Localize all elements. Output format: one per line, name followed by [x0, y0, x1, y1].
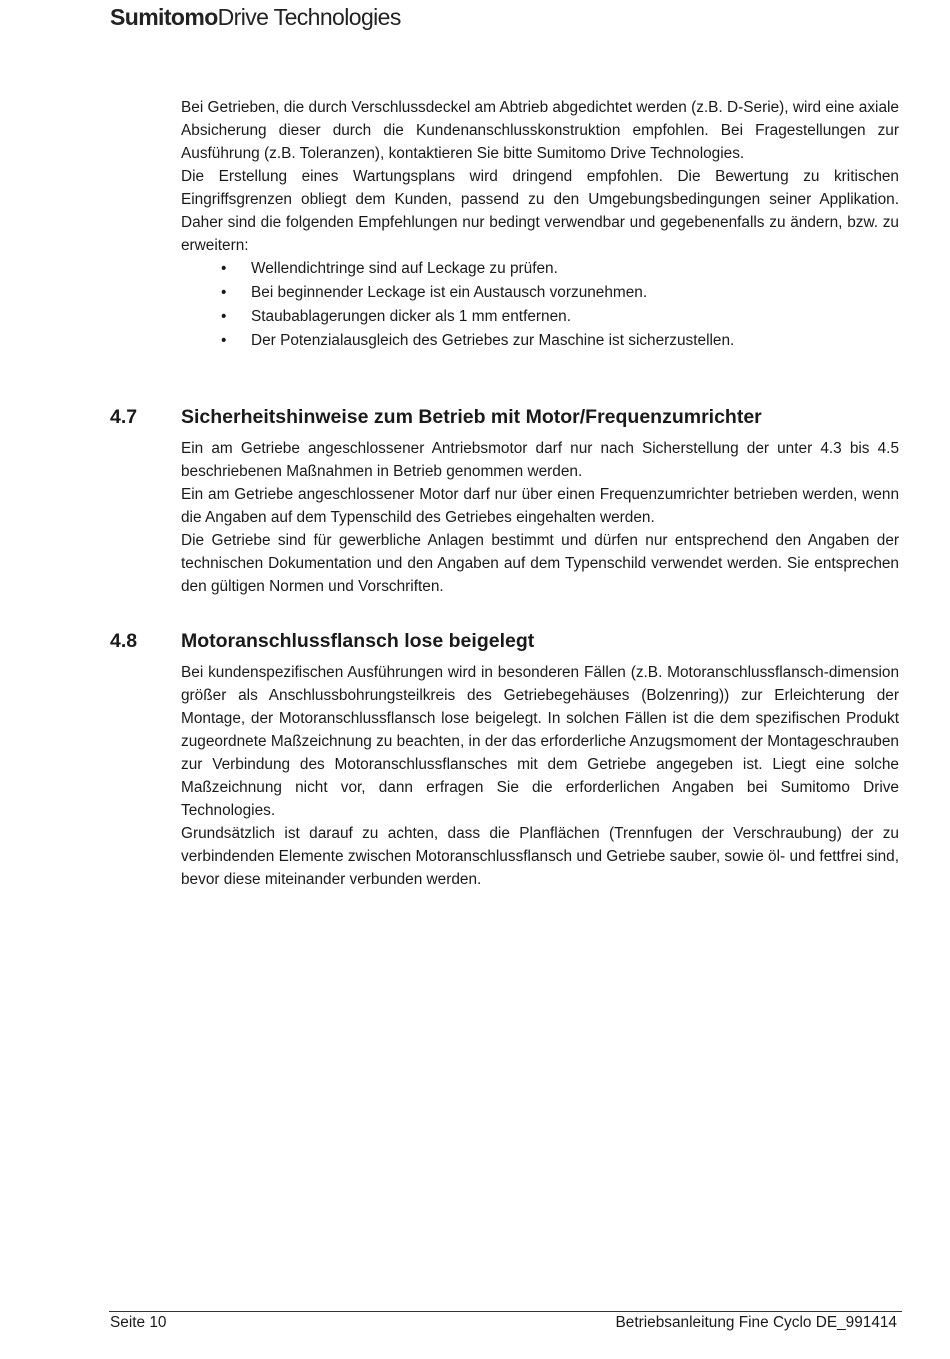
- company-logo: [110, 4, 401, 31]
- list-item: [181, 305, 899, 329]
- logo-rest-text: Drive Technologies: [217, 4, 401, 30]
- list-item-text: Der Potenzialausgleich des Getriebes zur Maschine ist sicherzustellen.: [251, 332, 735, 349]
- list-item: [181, 257, 899, 281]
- section-paragraph: Ein am Getriebe angeschlossener Antriebsmotor darf nur nach Sicherstellung der unter 4.3 bis 4.5 beschriebenen Maßnahmen in Betrieb genommen werden.: [181, 440, 899, 480]
- section-title: Sicherheitshinweise zum Betrieb mit Motor/Frequenzumrichter: [181, 406, 762, 428]
- section-number: 4.8: [110, 630, 138, 652]
- list-item-text: Staubablagerungen dicker als 1 mm entfernen.: [251, 308, 571, 325]
- intro-text-block: [181, 96, 899, 353]
- list-item: [181, 329, 899, 353]
- section-title: Motoranschlussflansch lose beigelegt: [181, 630, 535, 652]
- section-paragraph: Bei kundenspezifischen Ausführungen wird in besonderen Fällen (z.B. Motoranschlussflansch-dimension größer als Anschlussbohrungsteilkreis des Getriebegehäuses (Bolzenring)) zur Erleichterung der Montage, der Motoranschlussflansch lose beigelegt. In solchen Fällen ist die dem spezifischen Produkt zugeordnete Maßzeichnung zu beachten, in der das erforderliche Anzugsmoment der Montageschrauben zur Verbindung des Motoranschlussflansches mit dem Getriebe angegeben ist. Liegt eine solche Maßzeichnung nicht vor, dann erfragen Sie die erforderlichen Angaben bei Sumitomo Drive Technologies.: [181, 664, 899, 819]
- intro-paragraph: Die Erstellung eines Wartungsplans wird dringend empfohlen. Die Bewertung zu kritischen Eingriffsgrenzen obliegt dem Kunden, passend zu den Umgebungsbedingungen seiner Applikation. Daher sind die folgenden Empfehlungen nur bedingt verwendbar und gegebenenfalls zu ändern, bzw. zu erweitern:: [181, 168, 899, 254]
- footer-divider: [109, 1311, 902, 1312]
- section-paragraph: Ein am Getriebe angeschlossener Motor darf nur über einen Frequenzumrichter betrieben werden, wenn die Angaben auf dem Typenschild des Getriebes eingehalten werden.: [181, 486, 899, 526]
- page-number: Seite 10: [110, 1314, 167, 1331]
- intro-paragraph: Bei Getrieben, die durch Verschlussdeckel am Abtrieb abgedichtet werden (z.B. D-Serie), wird eine axiale Absicherung dieser durch die Kundenanschlusskonstruktion empfohlen. Bei Fragestellungen zur Ausführung (z.B. Toleranzen), kontaktieren Sie bitte Sumitomo Drive Technologies.: [181, 99, 899, 162]
- section-body: [181, 437, 899, 598]
- list-item: [181, 281, 899, 305]
- bullet-icon: •: [221, 332, 227, 349]
- document-id: Betriebsanleitung Fine Cyclo DE_991414: [615, 1314, 897, 1331]
- list-item-text: Bei beginnender Leckage ist ein Austausch vorzunehmen.: [251, 284, 648, 301]
- logo-brand-text: Sumitomo: [110, 4, 218, 30]
- section-4-8: [110, 628, 899, 891]
- section-number: 4.7: [110, 406, 138, 428]
- maintenance-list: [181, 257, 899, 353]
- bullet-icon: •: [221, 284, 227, 301]
- section-body: [181, 661, 899, 891]
- section-heading: [110, 628, 899, 654]
- bullet-icon: •: [221, 308, 227, 325]
- section-4-7: [110, 404, 899, 598]
- bullet-icon: •: [221, 260, 227, 277]
- section-heading: [110, 404, 899, 430]
- section-paragraph: Grundsätzlich ist darauf zu achten, dass die Planflächen (Trennfugen der Verschraubung) der zu verbindenden Elemente zwischen Motoranschlussflansch und Getriebe sauber, sowie öl- und fettfrei sind, bevor diese miteinander verbunden werden.: [181, 825, 899, 888]
- section-paragraph: Die Getriebe sind für gewerbliche Anlagen bestimmt und dürfen nur entsprechend den Angaben der technischen Dokumentation und den Angaben auf dem Typenschild verwendet werden. Sie entsprechen den gültigen Normen und Vorschriften.: [181, 532, 899, 595]
- list-item-text: Wellendichtringe sind auf Leckage zu prüfen.: [251, 260, 558, 277]
